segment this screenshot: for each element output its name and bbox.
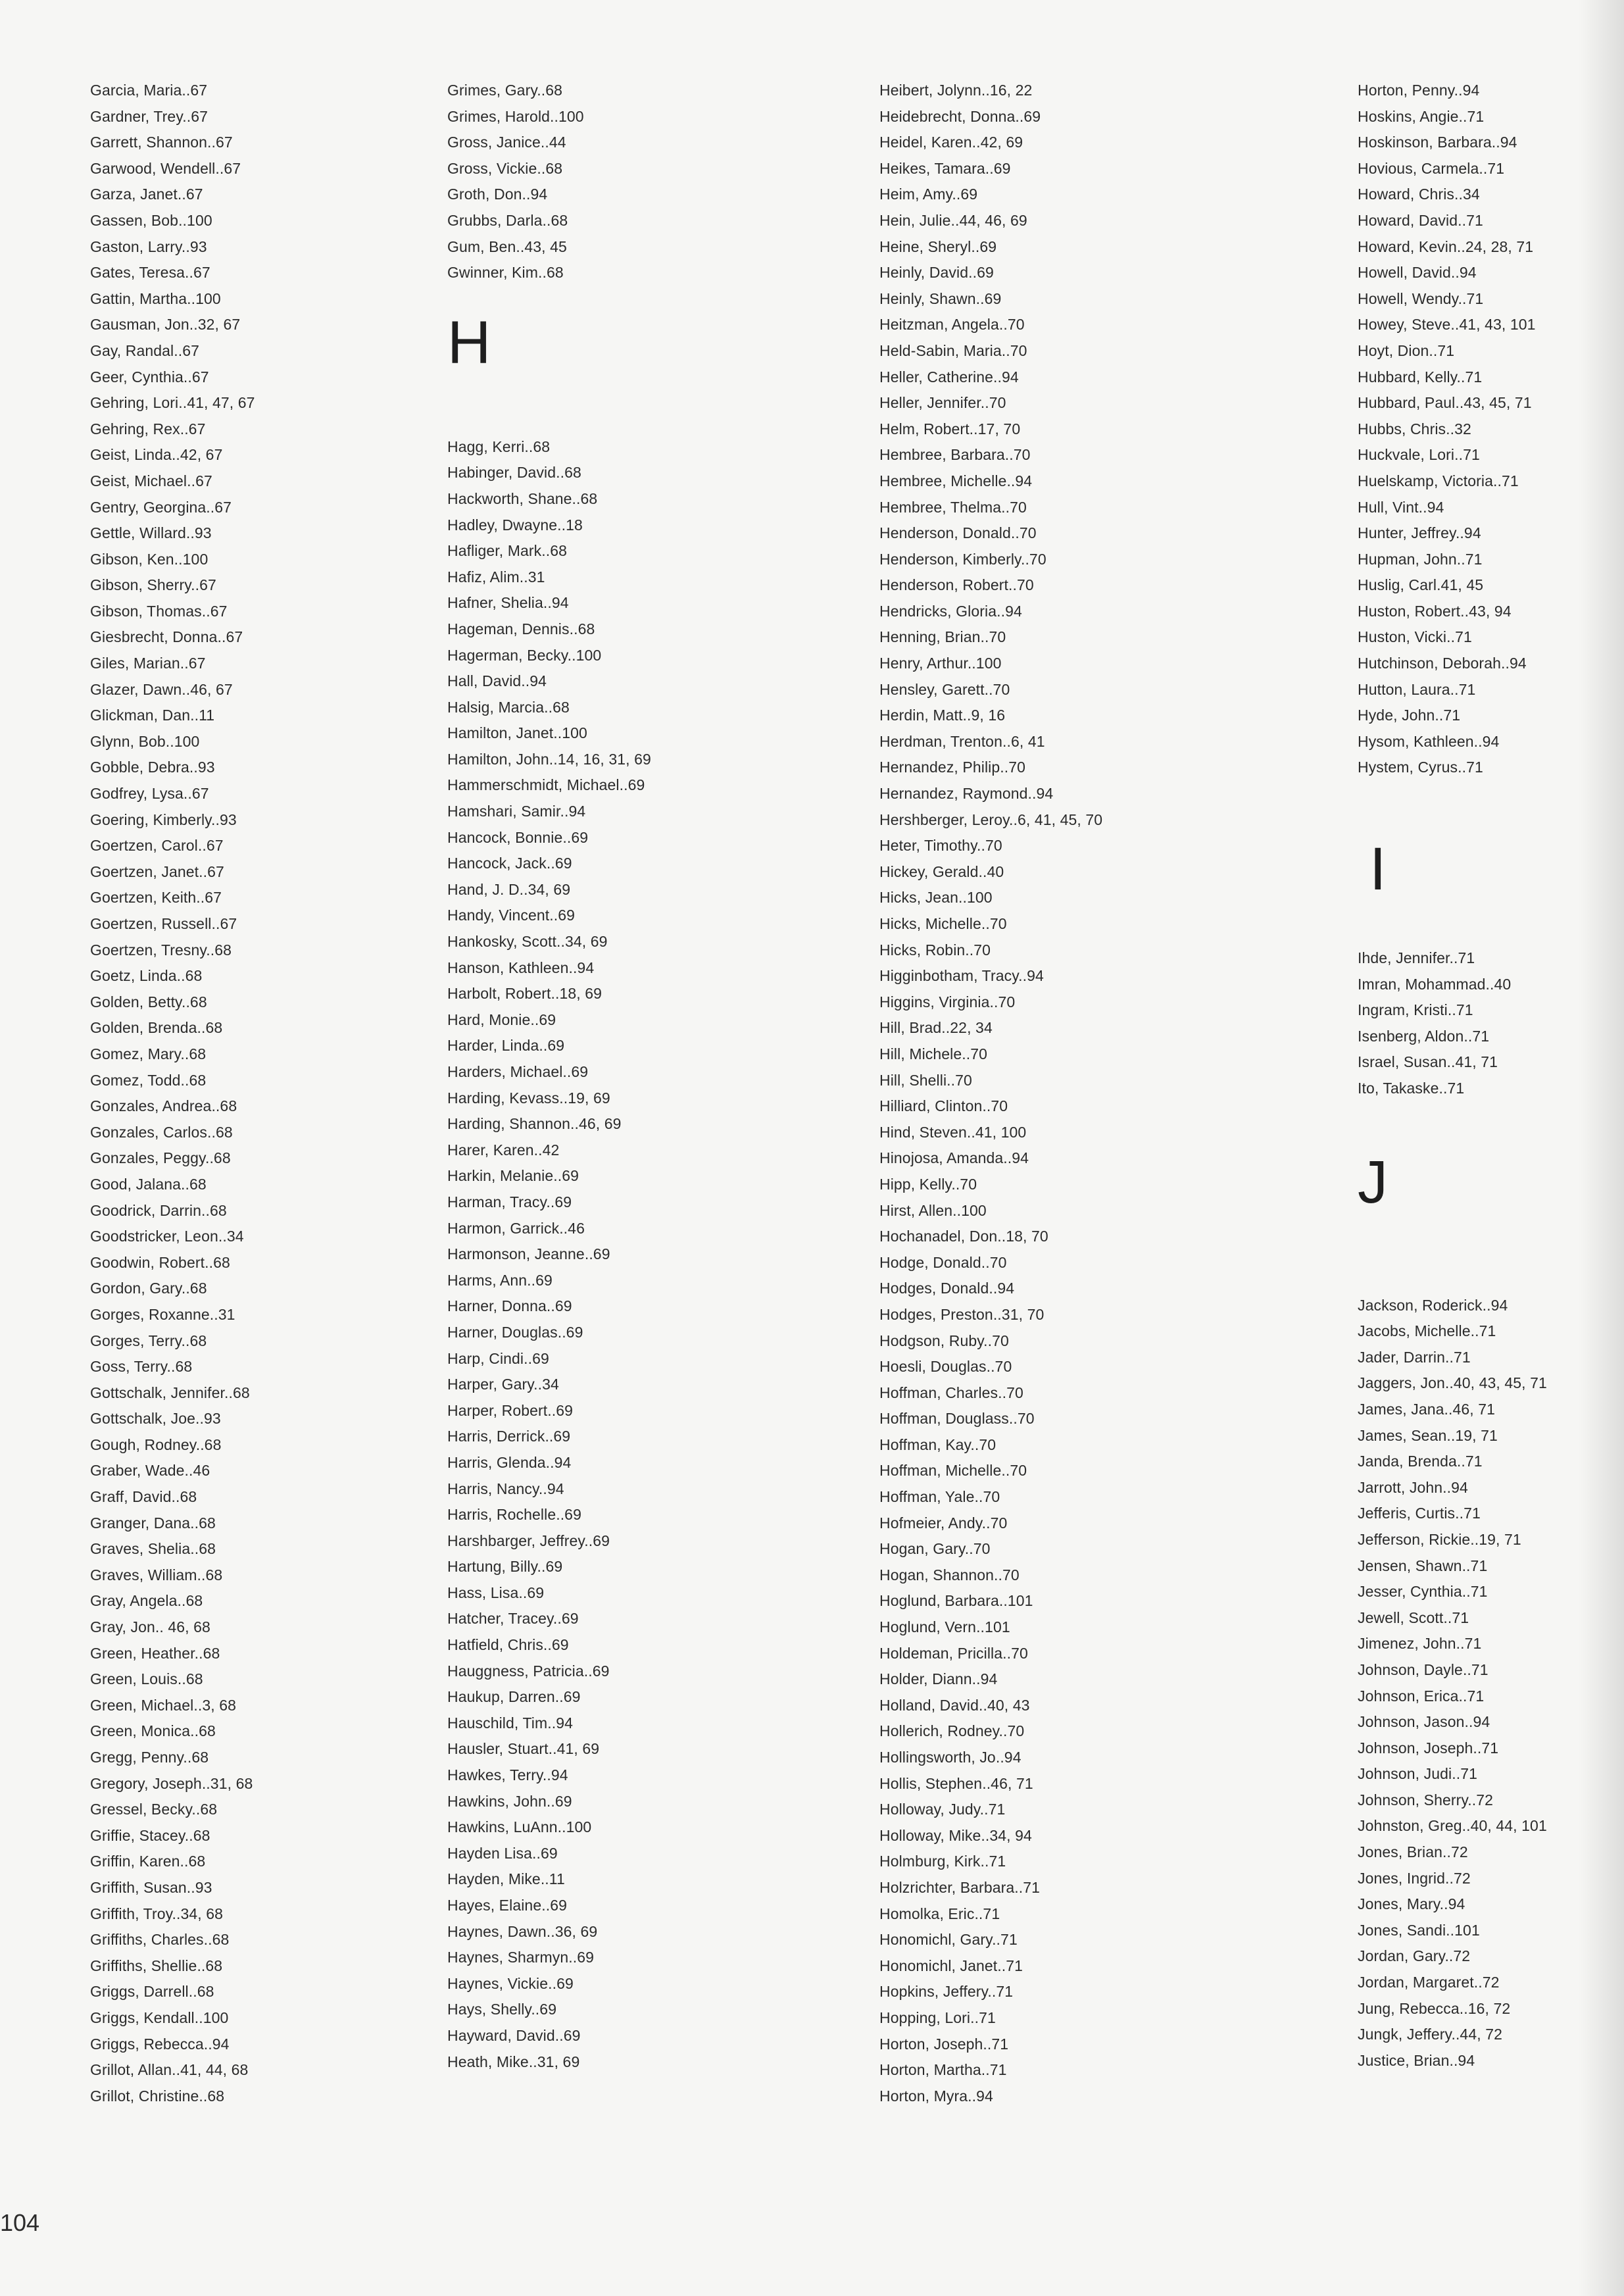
index-entry: Heine, Sheryl..69 (879, 237, 997, 255)
index-entry: Henning, Brian..70 (879, 628, 1006, 646)
index-entry: Holland, David..40, 43 (879, 1696, 1030, 1714)
index-entry: Hoesli, Douglas..70 (879, 1358, 1012, 1376)
index-entry: Hackworth, Shane..68 (447, 489, 598, 507)
index-entry: Hubbs, Chris..32 (1358, 420, 1471, 437)
index-entry: Heter, Timothy..70 (879, 837, 1002, 855)
index-entry: Hankosky, Scott..34, 69 (447, 933, 608, 951)
index-entry: Grubbs, Darla..68 (447, 211, 568, 229)
index-entry: Handy, Vincent..69 (447, 907, 576, 924)
index-entry: Grimes, Gary..68 (447, 82, 562, 99)
index-entry: Gregg, Penny..68 (90, 1749, 209, 1766)
index-entry: Hill, Michele..70 (879, 1045, 988, 1062)
index-entry: Jader, Darrin..71 (1358, 1348, 1471, 1366)
index-entry: Gum, Ben..43, 45 (447, 237, 567, 255)
index-entry: Hensley, Garett..70 (879, 680, 1010, 698)
index-entry: Gattin, Martha..100 (90, 289, 221, 307)
index-entry: Grillot, Allan..41, 44, 68 (90, 2061, 249, 2079)
index-entry: Hartung, Billy..69 (447, 1558, 563, 1576)
index-entry: Henderson, Kimberly..70 (879, 550, 1046, 568)
index-entry: Hass, Lisa..69 (447, 1584, 545, 1601)
index-entry: Hicks, Robin..70 (879, 941, 991, 959)
index-entry: Hammerschmidt, Michael..69 (447, 776, 645, 794)
index-entry: Ihde, Jennifer..71 (1358, 949, 1475, 967)
index-entry: Gordon, Gary..68 (90, 1280, 207, 1297)
index-entry: Harris, Glenda..94 (447, 1453, 572, 1471)
index-entry: Giesbrecht, Donna..67 (90, 628, 243, 646)
index-entry: Hawkins, John..69 (447, 1792, 572, 1810)
index-entry: Hernandez, Raymond..94 (879, 785, 1054, 803)
index-entry: Huston, Robert..43, 94 (1358, 602, 1512, 620)
index-entry: Herdin, Matt..9, 16 (879, 707, 1006, 724)
index-entry: Held-Sabin, Maria..70 (879, 341, 1027, 359)
section-letter-h: H (447, 309, 491, 376)
index-entry: Huelskamp, Victoria..71 (1358, 472, 1519, 489)
page-number: 104 (0, 2209, 40, 2236)
index-entry: Gray, Angela..68 (90, 1592, 203, 1610)
index-entry: Huston, Vicki..71 (1358, 628, 1472, 646)
index-entry: Hoskins, Angie..71 (1358, 107, 1485, 125)
index-entry: Goertzen, Russell..67 (90, 915, 237, 932)
index-entry: Gates, Teresa..67 (90, 264, 210, 282)
index-entry: Garcia, Maria..67 (90, 82, 208, 99)
index-entry: Hamilton, Janet..100 (447, 724, 587, 742)
index-entry: Hayden, Mike..11 (447, 1870, 565, 1888)
index-entry: Hubbard, Kelly..71 (1358, 368, 1483, 386)
index-entry: Grimes, Harold..100 (447, 107, 584, 125)
index-entry: Hays, Shelly..69 (447, 2001, 557, 2018)
index-entry: Hard, Monie..69 (447, 1011, 556, 1028)
index-entry: Gibson, Sherry..67 (90, 576, 216, 594)
index-entry: Higgins, Virginia..70 (879, 993, 1016, 1011)
index-entry: Gwinner, Kim..68 (447, 264, 564, 282)
index-entry: Gettle, Willard..93 (90, 524, 212, 542)
index-entry: Hoskinson, Barbara..94 (1358, 134, 1517, 151)
index-entry: Harp, Cindi..69 (447, 1349, 549, 1367)
index-entry: Hoglund, Vern..101 (879, 1618, 1010, 1636)
index-entry: Godfrey, Lysa..67 (90, 785, 209, 803)
index-entry: Jarrott, John..94 (1358, 1478, 1468, 1496)
index-entry: Isenberg, Aldon..71 (1358, 1027, 1490, 1045)
index-entry: Golden, Brenda..68 (90, 1019, 223, 1037)
index-entry: Johnson, Erica..71 (1358, 1687, 1485, 1705)
index-entry: Haynes, Dawn..36, 69 (447, 1922, 598, 1940)
index-entry: Johnson, Judi..71 (1358, 1765, 1477, 1783)
index-entry: Goodrick, Darrin..68 (90, 1201, 227, 1219)
index-entry: Gray, Jon.. 46, 68 (90, 1618, 210, 1636)
index-entry: Hall, David..94 (447, 672, 547, 690)
index-entry: Gehring, Rex..67 (90, 420, 206, 437)
index-entry: Griffin, Karen..68 (90, 1853, 206, 1870)
index-entry: Heim, Amy..69 (879, 186, 978, 203)
index-entry: Hausler, Stuart..41, 69 (447, 1740, 600, 1758)
index-entry: Huckvale, Lori..71 (1358, 446, 1480, 464)
index-column-4 (1358, 78, 1547, 2074)
index-entry: Hembree, Michelle..94 (879, 472, 1033, 489)
index-entry: Gomez, Todd..68 (90, 1071, 207, 1089)
index-entry: Horton, Martha..71 (879, 2061, 1007, 2079)
index-entry: Hoglund, Barbara..101 (879, 1592, 1033, 1610)
index-entry: Imran, Mohammad..40 (1358, 975, 1512, 993)
index-entry: Goodstricker, Leon..34 (90, 1228, 244, 1245)
index-entry: Harris, Derrick..69 (447, 1428, 571, 1445)
index-entry: Gibson, Ken..100 (90, 550, 209, 568)
index-entry: James, Jana..46, 71 (1358, 1400, 1496, 1418)
index-entry: Griffith, Troy..34, 68 (90, 1905, 224, 1922)
index-entry: Hand, J. D..34, 69 (447, 880, 571, 898)
index-entry: Haynes, Sharmyn..69 (447, 1949, 595, 1966)
index-entry: Griggs, Darrell..68 (90, 1983, 214, 2001)
index-entry: Harms, Ann..69 (447, 1271, 553, 1289)
index-entry: Hirst, Allen..100 (879, 1201, 987, 1219)
index-entry: Graves, Shelia..68 (90, 1540, 216, 1558)
index-entry: Hanson, Kathleen..94 (447, 959, 595, 976)
index-entry: Hageman, Dennis..68 (447, 620, 595, 637)
index-entry: Gentry, Georgina..67 (90, 498, 232, 516)
index-entry: Hauggness, Patricia..69 (447, 1662, 610, 1680)
index-entry: Jones, Mary..94 (1358, 1895, 1465, 1913)
index-entry: Janda, Brenda..71 (1358, 1453, 1483, 1470)
index-entry: Griffiths, Shellie..68 (90, 1957, 223, 1974)
index-entry: Heidebrecht, Donna..69 (879, 107, 1041, 125)
section-letter-i: I (1369, 836, 1387, 903)
index-entry: Gehring, Lori..41, 47, 67 (90, 394, 255, 412)
index-entry: Hadley, Dwayne..18 (447, 516, 583, 534)
index-entry: Jefferis, Curtis..71 (1358, 1505, 1481, 1522)
index-entry: Hembree, Thelma..70 (879, 498, 1027, 516)
index-entry: Johnston, Greg..40, 44, 101 (1358, 1817, 1547, 1835)
index-entry: Hollingsworth, Jo..94 (879, 1749, 1021, 1766)
index-entry: Hubbard, Paul..43, 45, 71 (1358, 394, 1532, 412)
index-entry: Jimenez, John..71 (1358, 1635, 1482, 1653)
index-entry: Giles, Marian..67 (90, 655, 206, 672)
index-entry: Honomichl, Gary..71 (879, 1931, 1018, 1949)
index-entry: Goertzen, Janet..67 (90, 862, 224, 880)
index-entry: Geist, Michael..67 (90, 472, 212, 489)
index-entry: Hancock, Bonnie..69 (447, 828, 589, 846)
index-entry: Gonzales, Andrea..68 (90, 1097, 237, 1115)
index-entry: Gibson, Thomas..67 (90, 602, 228, 620)
index-entry: Hoffman, Michelle..70 (879, 1462, 1027, 1480)
index-entry: Griffie, Stacey..68 (90, 1826, 210, 1844)
index-entry: Glazer, Dawn..46, 67 (90, 680, 233, 698)
index-column-1 (90, 78, 255, 2109)
index-entry: Hodgson, Ruby..70 (879, 1332, 1009, 1349)
index-entry: Griffiths, Charles..68 (90, 1931, 230, 1949)
index-entry: Gregory, Joseph..31, 68 (90, 1774, 253, 1792)
index-entry: Heller, Catherine..94 (879, 368, 1019, 386)
index-entry: Hershberger, Leroy..6, 41, 45, 70 (879, 811, 1103, 828)
index-entry: Harshbarger, Jeffrey..69 (447, 1532, 610, 1549)
index-entry: Hunter, Jeffrey..94 (1358, 524, 1481, 542)
index-entry: Graff, David..68 (90, 1488, 197, 1506)
index-entry: Griffith, Susan..93 (90, 1878, 212, 1896)
index-entry: Heinly, Shawn..69 (879, 289, 1002, 307)
index-entry: Hogan, Shannon..70 (879, 1566, 1020, 1584)
index-entry: Horton, Penny..94 (1358, 82, 1480, 99)
index-entry: Harner, Douglas..69 (447, 1323, 583, 1341)
index-entry: Johnson, Sherry..72 (1358, 1791, 1494, 1809)
index-entry: Helm, Robert..17, 70 (879, 420, 1021, 437)
index-entry: Hipp, Kelly..70 (879, 1175, 977, 1193)
index-entry: Ingram, Kristi..71 (1358, 1001, 1473, 1019)
index-entry: Graber, Wade..46 (90, 1462, 210, 1480)
index-entry: Hicks, Jean..100 (879, 889, 993, 907)
index-entry: Gardner, Trey..67 (90, 107, 208, 125)
index-entry: Glynn, Bob..100 (90, 732, 200, 750)
index-entry: Green, Louis..68 (90, 1670, 203, 1688)
index-entry: Hull, Vint..94 (1358, 498, 1444, 516)
index-entry: Hafiz, Alim..31 (447, 568, 545, 586)
index-entry: Hayden Lisa..69 (447, 1844, 558, 1862)
index-entry: Hickey, Gerald..40 (879, 862, 1004, 880)
index-entry: Harding, Shannon..46, 69 (447, 1115, 622, 1133)
index-entry: Johnson, Joseph..71 (1358, 1739, 1499, 1757)
index-entry: Heibert, Jolynn..16, 22 (879, 82, 1033, 99)
index-entry: Justice, Brian..94 (1358, 2051, 1475, 2069)
index-entry: Holloway, Judy..71 (879, 1801, 1006, 1818)
index-entry: Ito, Takaske..71 (1358, 1080, 1465, 1097)
index-entry: Garza, Janet..67 (90, 186, 203, 203)
index-entry: Gomez, Mary..68 (90, 1045, 207, 1062)
index-entry: Hoffman, Yale..70 (879, 1488, 1000, 1506)
index-entry: Herdman, Trenton..6, 41 (879, 732, 1045, 750)
index-entry: Hafner, Shelia..94 (447, 594, 569, 612)
section-letter-j: J (1358, 1148, 1388, 1216)
index-entry: Jackson, Roderick..94 (1358, 1296, 1508, 1314)
index-entry: Gay, Randal..67 (90, 341, 200, 359)
index-entry: Golden, Betty..68 (90, 993, 207, 1011)
index-entry: Harding, Kevass..19, 69 (447, 1089, 610, 1107)
index-entry: Hogan, Gary..70 (879, 1540, 991, 1558)
index-entry: Jungk, Jeffery..44, 72 (1358, 2026, 1502, 2043)
index-entry: Goertzen, Keith..67 (90, 889, 222, 907)
index-entry: Gaston, Larry..93 (90, 237, 207, 255)
index-entry: Hind, Steven..41, 100 (879, 1123, 1027, 1141)
index-entry: Jefferson, Rickie..19, 71 (1358, 1530, 1521, 1548)
index-entry: Green, Michael..3, 68 (90, 1696, 236, 1714)
index-entry: Harris, Rochelle..69 (447, 1506, 581, 1524)
index-entry: Gausman, Jon..32, 67 (90, 316, 241, 334)
index-entry: Hochanadel, Don..18, 70 (879, 1228, 1048, 1245)
index-entry: Jung, Rebecca..16, 72 (1358, 1999, 1511, 2017)
index-entry: Howey, Steve..41, 43, 101 (1358, 316, 1536, 334)
index-entry: Harmonson, Jeanne..69 (447, 1245, 610, 1263)
index-entry: Green, Heather..68 (90, 1644, 220, 1662)
index-entry: Horton, Joseph..71 (879, 2035, 1009, 2053)
index-entry: Hill, Shelli..70 (879, 1071, 972, 1089)
index-entry: Hoyt, Dion..71 (1358, 341, 1455, 359)
index-entry: Geer, Cynthia..67 (90, 368, 209, 386)
index-entry: Harper, Gary..34 (447, 1376, 559, 1393)
index-column-2 (447, 78, 651, 2075)
index-entry: Jewell, Scott..71 (1358, 1609, 1469, 1626)
index-entry: Hagg, Kerri..68 (447, 437, 551, 455)
index-entry: Honomichl, Janet..71 (879, 1957, 1023, 1974)
index-entry: Howell, Wendy..71 (1358, 289, 1484, 307)
index-entry: Green, Monica..68 (90, 1722, 216, 1740)
index-entry: Hovious, Carmela..71 (1358, 159, 1505, 177)
index-entry: Jones, Sandi..101 (1358, 1921, 1480, 1939)
index-entry: Hendricks, Gloria..94 (879, 602, 1022, 620)
index-entry: Hutchinson, Deborah..94 (1358, 655, 1527, 672)
index-entry: Johnson, Jason..94 (1358, 1713, 1490, 1731)
index-entry: Jordan, Gary..72 (1358, 1947, 1471, 1965)
index-entry: Groth, Don..94 (447, 186, 548, 203)
index-entry: Graves, William..68 (90, 1566, 223, 1584)
index-entry: Hatfield, Chris..69 (447, 1636, 569, 1654)
index-entry: Hernandez, Philip..70 (879, 759, 1026, 776)
index-entry: James, Sean..19, 71 (1358, 1426, 1498, 1444)
index-entry: Hauschild, Tim..94 (447, 1714, 573, 1732)
page-edge-shadow (1578, 0, 1624, 2296)
index-entry: Hodges, Preston..31, 70 (879, 1305, 1045, 1323)
index-entry: Howard, Kevin..24, 28, 71 (1358, 237, 1534, 255)
index-entry: Goss, Terry..68 (90, 1358, 193, 1376)
index-entry: Hoffman, Douglass..70 (879, 1410, 1035, 1428)
index-entry: Gobble, Debra..93 (90, 759, 215, 776)
index-entry: Heitzman, Angela..70 (879, 316, 1025, 334)
index-entry: Henry, Arthur..100 (879, 655, 1002, 672)
index-entry: Heath, Mike..31, 69 (447, 2053, 580, 2070)
index-entry: Holloway, Mike..34, 94 (879, 1826, 1032, 1844)
index-entry: Harper, Robert..69 (447, 1401, 574, 1419)
index-entry: Hystem, Cyrus..71 (1358, 759, 1483, 776)
index-entry: Goodwin, Robert..68 (90, 1253, 230, 1271)
index-entry: Howard, Chris..34 (1358, 186, 1480, 203)
index-entry: Jensen, Shawn..71 (1358, 1557, 1488, 1574)
index-entry: Goering, Kimberly..93 (90, 811, 237, 828)
index-entry: Hembree, Barbara..70 (879, 446, 1031, 464)
index-entry: Howell, David..94 (1358, 264, 1477, 282)
index-entry: Holmburg, Kirk..71 (879, 1853, 1006, 1870)
index-entry: Hafliger, Mark..68 (447, 542, 568, 560)
index-entry: Grillot, Christine..68 (90, 2087, 225, 2105)
index-entry: Glickman, Dan..11 (90, 707, 215, 724)
index-entry: Heikes, Tamara..69 (879, 159, 1011, 177)
index-entry: Goertzen, Carol..67 (90, 837, 224, 855)
index-entry: Huslig, Carl.41, 45 (1358, 576, 1484, 594)
index-entry: Garrett, Shannon..67 (90, 134, 233, 151)
index-entry: Harman, Tracy..69 (447, 1193, 572, 1210)
index-entry: Jordan, Margaret..72 (1358, 1974, 1500, 1991)
index-entry: Goertzen, Tresny..68 (90, 941, 232, 959)
index-entry: Hopping, Lori..71 (879, 2009, 996, 2026)
index-entry: Halsig, Marcia..68 (447, 698, 570, 716)
index-entry: Hyde, John..71 (1358, 707, 1461, 724)
index-entry: Gressel, Becky..68 (90, 1801, 218, 1818)
index-entry: Heinly, David..69 (879, 264, 994, 282)
index-entry: Gonzales, Peggy..68 (90, 1149, 231, 1167)
index-entry: Hayward, David..69 (447, 2026, 581, 2044)
index-entry: Heidel, Karen..42, 69 (879, 134, 1023, 151)
index-entry: Hoffman, Charles..70 (879, 1384, 1023, 1401)
index-entry: Hill, Brad..22, 34 (879, 1019, 993, 1037)
index-entry: Haynes, Vickie..69 (447, 1974, 574, 1992)
index-entry: Hicks, Michelle..70 (879, 915, 1007, 932)
index-entry: Hollis, Stephen..46, 71 (879, 1774, 1033, 1792)
index-entry: Holder, Diann..94 (879, 1670, 998, 1688)
index-entry: Homolka, Eric..71 (879, 1905, 1000, 1922)
index-entry: Harkin, Melanie..69 (447, 1167, 579, 1185)
index-entry: Jacobs, Michelle..71 (1358, 1322, 1496, 1340)
index-entry: Hilliard, Clinton..70 (879, 1097, 1008, 1115)
index-entry: Heller, Jennifer..70 (879, 394, 1006, 412)
index-entry: Gassen, Bob..100 (90, 211, 212, 229)
index-entry: Hamilton, John..14, 16, 31, 69 (447, 750, 651, 768)
index-entry: Hofmeier, Andy..70 (879, 1514, 1008, 1532)
index-entry: Jones, Brian..72 (1358, 1843, 1468, 1861)
index-entry: Harders, Michael..69 (447, 1063, 589, 1080)
index-entry: Haukup, Darren..69 (447, 1688, 581, 1706)
index-entry: Hein, Julie..44, 46, 69 (879, 211, 1027, 229)
index-entry: Higginbotham, Tracy..94 (879, 967, 1044, 985)
index-entry: Hodges, Donald..94 (879, 1280, 1015, 1297)
index-entry: Gottschalk, Jennifer..68 (90, 1384, 250, 1401)
index-entry: Holdeman, Pricilla..70 (879, 1644, 1028, 1662)
index-entry: Hysom, Kathleen..94 (1358, 732, 1500, 750)
index-entry: Howard, David..71 (1358, 211, 1483, 229)
index-entry: Good, Jalana..68 (90, 1175, 207, 1193)
index-entry: Harer, Karen..42 (447, 1141, 560, 1159)
index-entry: Harris, Nancy..94 (447, 1480, 564, 1497)
index-entry: Hodge, Donald..70 (879, 1253, 1007, 1271)
index-entry: Gorges, Terry..68 (90, 1332, 207, 1349)
index-entry: Harder, Linda..69 (447, 1037, 565, 1055)
index-entry: Holzrichter, Barbara..71 (879, 1878, 1041, 1896)
index-entry: Goetz, Linda..68 (90, 967, 203, 985)
index-entry: Gottschalk, Joe..93 (90, 1410, 221, 1428)
index-entry: Hagerman, Becky..100 (447, 646, 602, 664)
index-entry: Harner, Donna..69 (447, 1297, 572, 1315)
index-entry: Griggs, Rebecca..94 (90, 2035, 230, 2053)
index-entry: Gonzales, Carlos..68 (90, 1123, 233, 1141)
index-entry: Hayes, Elaine..69 (447, 1897, 567, 1914)
index-entry: Israel, Susan..41, 71 (1358, 1053, 1498, 1071)
index-entry: Hawkes, Terry..94 (447, 1766, 568, 1784)
index-entry: Granger, Dana..68 (90, 1514, 216, 1532)
index-entry: Gough, Rodney..68 (90, 1435, 222, 1453)
index-entry: Harbolt, Robert..18, 69 (447, 985, 602, 1003)
index-entry: Hancock, Jack..69 (447, 855, 572, 872)
index-entry: Johnson, Dayle..71 (1358, 1660, 1489, 1678)
index-entry: Hopkins, Jeffery..71 (879, 1983, 1014, 2001)
index-entry: Garwood, Wendell..67 (90, 159, 241, 177)
index-entry: Jones, Ingrid..72 (1358, 1869, 1471, 1887)
index-entry: Henderson, Donald..70 (879, 524, 1037, 542)
index-entry: Hinojosa, Amanda..94 (879, 1149, 1029, 1167)
index-entry: Gross, Vickie..68 (447, 159, 563, 177)
index-entry: Hawkins, LuAnn..100 (447, 1818, 592, 1836)
index-entry: Geist, Linda..42, 67 (90, 446, 223, 464)
index-entry: Jaggers, Jon..40, 43, 45, 71 (1358, 1374, 1547, 1392)
index-entry: Hoffman, Kay..70 (879, 1435, 997, 1453)
index-entry: Griggs, Kendall..100 (90, 2009, 229, 2026)
index-entry: Harmon, Garrick..46 (447, 1219, 585, 1237)
index-entry: Habinger, David..68 (447, 464, 581, 482)
index-entry: Henderson, Robert..70 (879, 576, 1034, 594)
index-entry: Gross, Janice..44 (447, 134, 566, 151)
index-column-3 (879, 78, 1102, 2109)
index-entry: Gorges, Roxanne..31 (90, 1305, 235, 1323)
index-entry: Hatcher, Tracey..69 (447, 1610, 579, 1628)
index-entry: Horton, Myra..94 (879, 2087, 993, 2105)
index-entry: Jesser, Cynthia..71 (1358, 1583, 1488, 1601)
index-entry: Hutton, Laura..71 (1358, 680, 1476, 698)
index-entry: Hollerich, Rodney..70 (879, 1722, 1025, 1740)
index-entry: Hamshari, Samir..94 (447, 803, 586, 820)
index-entry: Hupman, John..71 (1358, 550, 1483, 568)
